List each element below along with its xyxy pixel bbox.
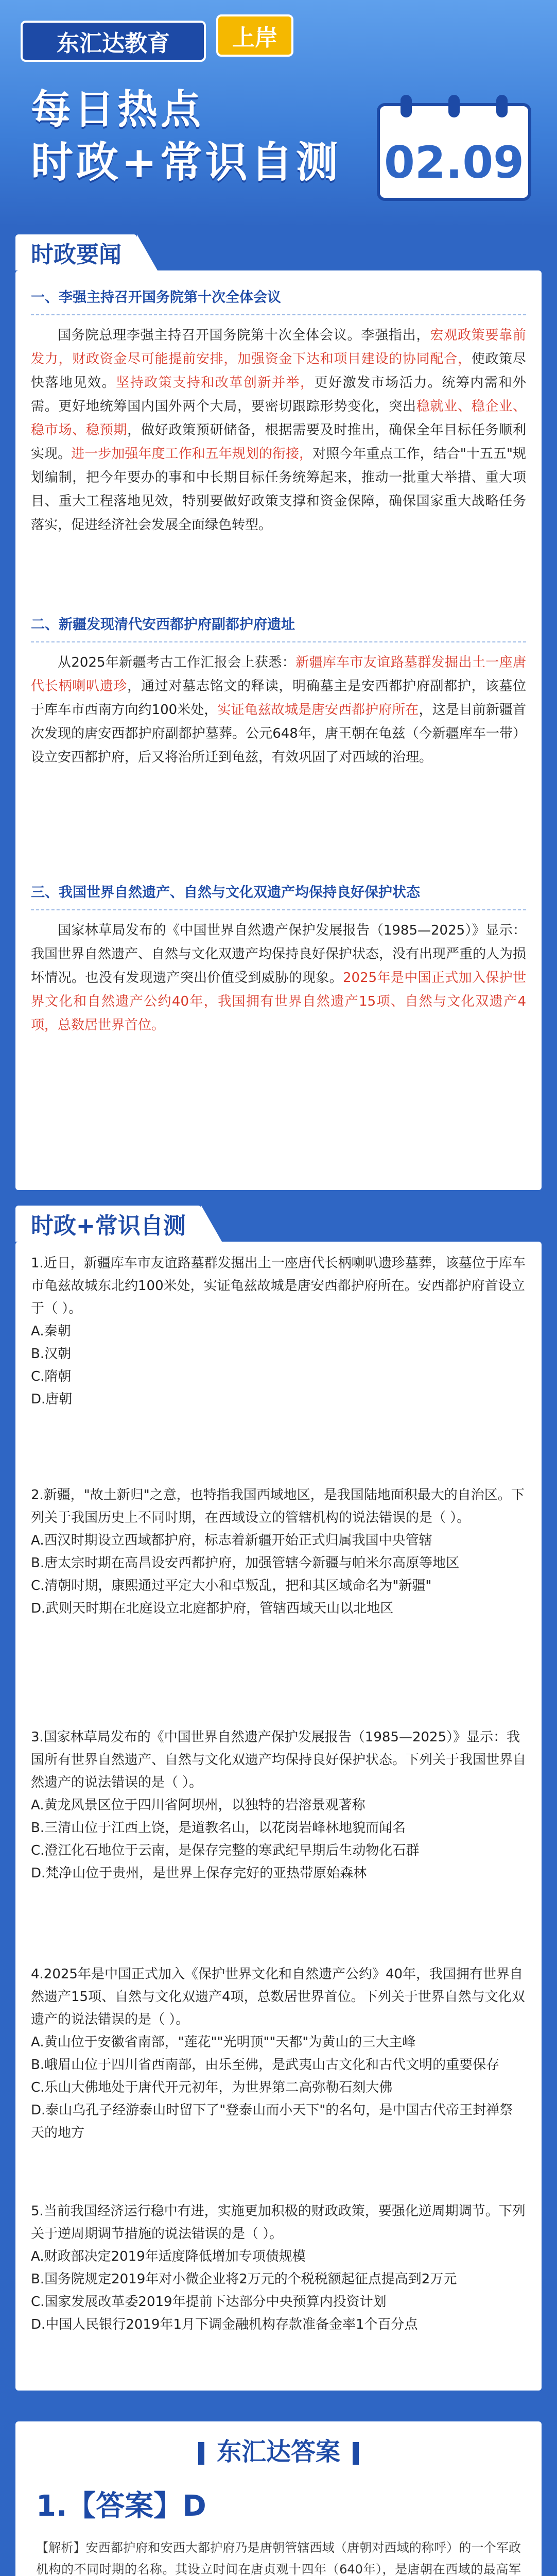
header-banner	[0, 0, 557, 227]
question-option[interactable]: A.财政部决定2019年适度降低增加专项债规模	[31, 2249, 306, 2264]
question-stem: 4.2025年是中国正式加入《保护世界文化和自然遗产公约》40年，我国拥有世界自然遗产15项、自然与文化双遗产4项，总数居世界首位。下列关于世界自然与文化双遗产的说法错误的是（ ）。	[31, 1967, 525, 2027]
shangan-badge: 上岸	[216, 14, 293, 57]
news-title: 二、新疆发现清代安西都护府副都护府遗址	[31, 608, 526, 642]
news-item-2	[31, 608, 526, 769]
question-option[interactable]: C.清朝时期，康熙通过平定大小和卓叛乱，把和其区域命名为"新疆"	[31, 1578, 432, 1594]
question-stem: 5.当前我国经济运行稳中有进，实施更加积极的财政政策，要强化逆周期调节。下列关于逆周期调节措施的说法错误的是（ ）。	[31, 2204, 526, 2242]
calendar-ring-icon	[401, 95, 412, 117]
question-option[interactable]: A.黄山位于安徽省南部，"莲花""光明顶""天都"为黄山的三大主峰	[31, 2035, 416, 2050]
question-option[interactable]: C.隋朝	[31, 1369, 72, 1384]
brand-logo: 东汇达教育	[21, 21, 206, 62]
question-option[interactable]: D.武则天时期在北庭设立北庭都护府，管辖西域天山以北地区	[31, 1601, 394, 1616]
news-body: 从2025年新疆考古工作汇报会上获悉：新疆库车市友谊路墓群发掘出土一座唐代长柄喇叭遗珍，通过对墓志铭文的释读，明确墓主是安西都护府副都护，该墓位于库车市西南方向约100米处，实证龟兹故城是唐安西都护府所在，这是目前新疆首次发现的唐安西都护府副都护墓葬。公元648年，唐王朝在龟兹（今新疆库车一带）设立安西都护府，后又将治所迁到龟兹，有效巩固了对西域的治理。	[31, 655, 526, 765]
question-option[interactable]: A.黄龙风景区位于四川省阿坝州，以独特的岩溶景观著称	[31, 1798, 365, 1813]
question-option[interactable]: B.汉朝	[31, 1346, 72, 1362]
page-title-line2: 时政+常识自测	[31, 138, 341, 187]
section-tab-label: 时政+常识自测	[31, 1213, 186, 1239]
question-option[interactable]: B.国务院规定2019年对小微企业将2万元的个税税额起征点提高到2万元	[31, 2272, 457, 2287]
question-option[interactable]: C.乐山大佛地处于唐代开元初年，为世界第二高弥勒石刻大佛	[31, 2080, 393, 2095]
answer-body: 【解析】安西都护府和安西大都护府乃是唐朝管辖西域（唐朝对西域的称呼）的一个军政机构的不同时期的名称。其设立时间在唐贞观十四年（640年），是唐朝在西域的最高军	[36, 2540, 521, 2576]
question-option[interactable]: C.国家发展改革委2019年提前下达部分中央预算内投资计划	[31, 2294, 387, 2310]
issue-date: 02.09	[384, 137, 525, 189]
question-stem: 1.近日，新疆库车市友谊路墓群发掘出土一座唐代长柄喇叭遗珍墓葬，该墓位于库车市龟兹故城东北约100米处，实证龟兹故城是唐安西都护府所在。安西都护府首设立于（ ）。	[31, 1256, 526, 1316]
question-option[interactable]: B.唐太宗时期在高昌设安西都护府，加强管辖今新疆与帕米尔高原等地区	[31, 1555, 460, 1571]
news-item-3	[31, 876, 526, 1037]
question-3	[31, 1726, 526, 1885]
question-option[interactable]: A.西汉时期设立西域都护府，标志着新疆开始正式归属我国中央管辖	[31, 1533, 432, 1548]
question-option[interactable]: D.唐朝	[31, 1392, 73, 1407]
question-5	[31, 2200, 526, 2336]
news-title: 一、李强主持召开国务院第十次全体会议	[31, 281, 526, 315]
question-1	[31, 1252, 526, 1411]
question-4	[31, 1963, 526, 2144]
question-option[interactable]: B.三清山位于江西上饶，是道教名山，以花岗岩峰林地貌而闻名	[31, 1820, 406, 1836]
question-option[interactable]: D.泰山乌孔子经游泰山时留下了"登泰山而小天下"的名句，是中国古代帝王封禅祭天的地方	[31, 2103, 513, 2141]
answer-1	[36, 2483, 521, 2576]
section-tab-label: 时政要闻	[31, 242, 121, 268]
news-body: 国家林草局发布的《中国世界自然遗产保护发展报告（1985—2025）》显示：我国世界自然遗产、自然与文化双遗产均保持良好保护状态，没有出现严重的人为损坏情况。也没有发现遗产突出价值受到威胁的现象。2025年是中国正式加入保护世界文化和自然遗产公约40年，我国拥有世界自然遗产15项、自然与文化双遗产4项，总数居世界首位。	[31, 923, 527, 1033]
page-title-line1: 每日热点	[31, 87, 204, 133]
question-stem: 3.国家林草局发布的《中国世界自然遗产保护发展报告（1985—2025）》显示：我国所有世界自然遗产、自然与文化双遗产均保持良好保护状态。下列关于我国世界自然遗产的说法错误的是（ ）。	[31, 1730, 527, 1790]
question-option[interactable]: D.中国人民银行2019年1月下调金融机构存款准备金率1个百分点	[31, 2317, 418, 2332]
news-body: 国务院总理李强主持召开国务院第十次全体会议。李强指出，宏观政策要靠前发力，财政资金尽可能提前安排，加强资金下达和项目建设的协同配合，使政策尽快落地见效。坚持政策支持和改革创新并举，更好激发市场活力。统筹内需和外需。更好地统筹国内国外两个大局，要密切跟踪形势变化，突出稳就业、稳企业、稳市场、稳预期，做好政策预研储备，根据需要及时推出，确保全年目标任务顺利实现。进一步加强年度工作和五年规划的衔接，对照今年重点工作，结合"十五五"规划编制，把今年要办的事和中长期目标任务统筹起来，推动一批重大举措、重大项目、重大工程落地见效，特别要做好政策支撑和资金保障，确保国家重大战略任务落实，促进经济社会发展全面绿色转型。	[31, 328, 526, 533]
question-option[interactable]: D.梵净山位于贵州，是世界上保存完好的亚热带原始森林	[31, 1866, 367, 1881]
question-option[interactable]: C.澄江化石地位于云南，是保存完整的寒武纪早期后生动物化石群	[31, 1843, 420, 1858]
news-item-1	[31, 281, 526, 537]
answer-head: 1.【答案】D	[36, 2489, 206, 2523]
section-tab-quiz	[15, 1206, 201, 1242]
answers-title: 东汇达答案	[15, 2432, 542, 2467]
question-stem: 2.新疆，"故土新归"之意，也特指我国西域地区，是我国陆地面积最大的自治区。下列关于我国历史上不同时期，在西域设立的管辖机构的说法错误的是（ ）。	[31, 1487, 525, 1526]
calendar-icon	[377, 103, 531, 201]
question-option[interactable]: B.峨眉山位于四川省西南部，由乐至佛，是武夷山古文化和古代文明的重要保存	[31, 2057, 500, 2073]
section-tab-news	[15, 234, 137, 270]
question-option[interactable]: A.秦朝	[31, 1324, 71, 1339]
calendar-ring-icon	[496, 95, 508, 117]
news-title: 三、我国世界自然遗产、自然与文化双遗产均保持良好保护状态	[31, 876, 526, 910]
question-2	[31, 1484, 526, 1620]
calendar-ring-icon	[448, 95, 460, 117]
